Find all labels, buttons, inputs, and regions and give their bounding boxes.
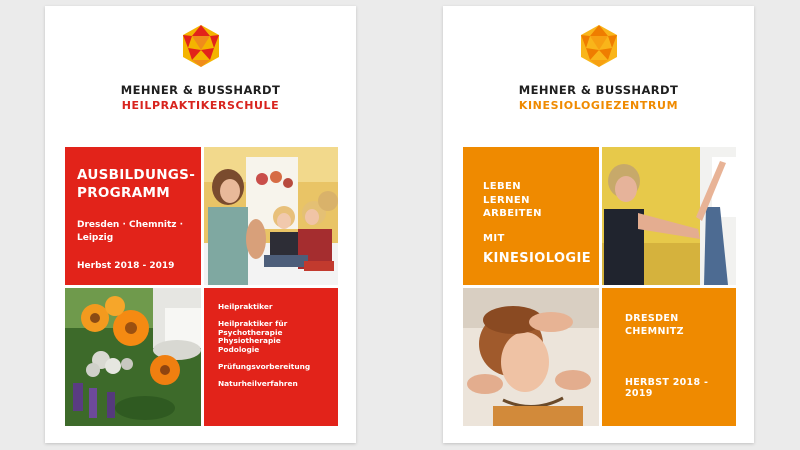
mit-label: MIT: [483, 233, 505, 244]
course-item: Physiotherapie: [218, 336, 281, 346]
school-subtitle: HEILPRAKTIKERSCHULE: [121, 99, 280, 112]
info-tile: [602, 288, 736, 426]
heilpraktikerschule-brochure: [45, 6, 356, 443]
course-item: Naturheilverfahren: [218, 379, 298, 388]
polyhedron-logo-icon: [577, 24, 621, 68]
kinesiologiezentrum-brochure: [443, 6, 754, 443]
center-subtitle: KINESIOLOGIEZENTRUM: [518, 99, 679, 112]
cities-line-2: Leipzig: [77, 233, 114, 243]
headline-line-1: LEBEN: [483, 181, 522, 192]
term-label: HERBST 2018 - 2019: [625, 377, 709, 399]
cities-line-1: Dresden · Chemnitz ·: [77, 220, 184, 230]
title-line-2: PROGRAMM: [77, 185, 170, 201]
marigold-photo: [65, 288, 201, 426]
course-item: Heilpraktiker: [218, 302, 273, 311]
term-label: Herbst 2018 - 2019: [77, 261, 175, 271]
classroom-photo: [204, 147, 338, 285]
city-1: DRESDEN: [625, 313, 679, 324]
title-line-1: AUSBILDUNGS-: [77, 167, 196, 183]
brand-name: MEHNER & BUSSHARDT: [518, 83, 679, 97]
headline-line-2: LERNEN: [483, 194, 530, 206]
muscle-test-photo: [602, 147, 736, 285]
course-item: Psychotherapie: [218, 327, 283, 337]
headline-line-3: ARBEITEN: [483, 208, 542, 219]
course-item: Prüfungsvorbereitung: [218, 362, 311, 371]
title-tile: [65, 147, 201, 285]
city-2: CHEMNITZ: [625, 326, 684, 337]
course-item: Podologie: [218, 344, 260, 354]
polyhedron-logo-icon: [179, 24, 223, 68]
relaxation-photo: [463, 288, 599, 426]
course-item: Heilpraktiker für: [218, 319, 288, 328]
headline-tile: [463, 147, 599, 285]
kinesiologie-label: KINESIOLOGIE: [483, 251, 591, 266]
brand-name: MEHNER & BUSSHARDT: [120, 83, 281, 97]
course-list-tile: [204, 288, 338, 426]
